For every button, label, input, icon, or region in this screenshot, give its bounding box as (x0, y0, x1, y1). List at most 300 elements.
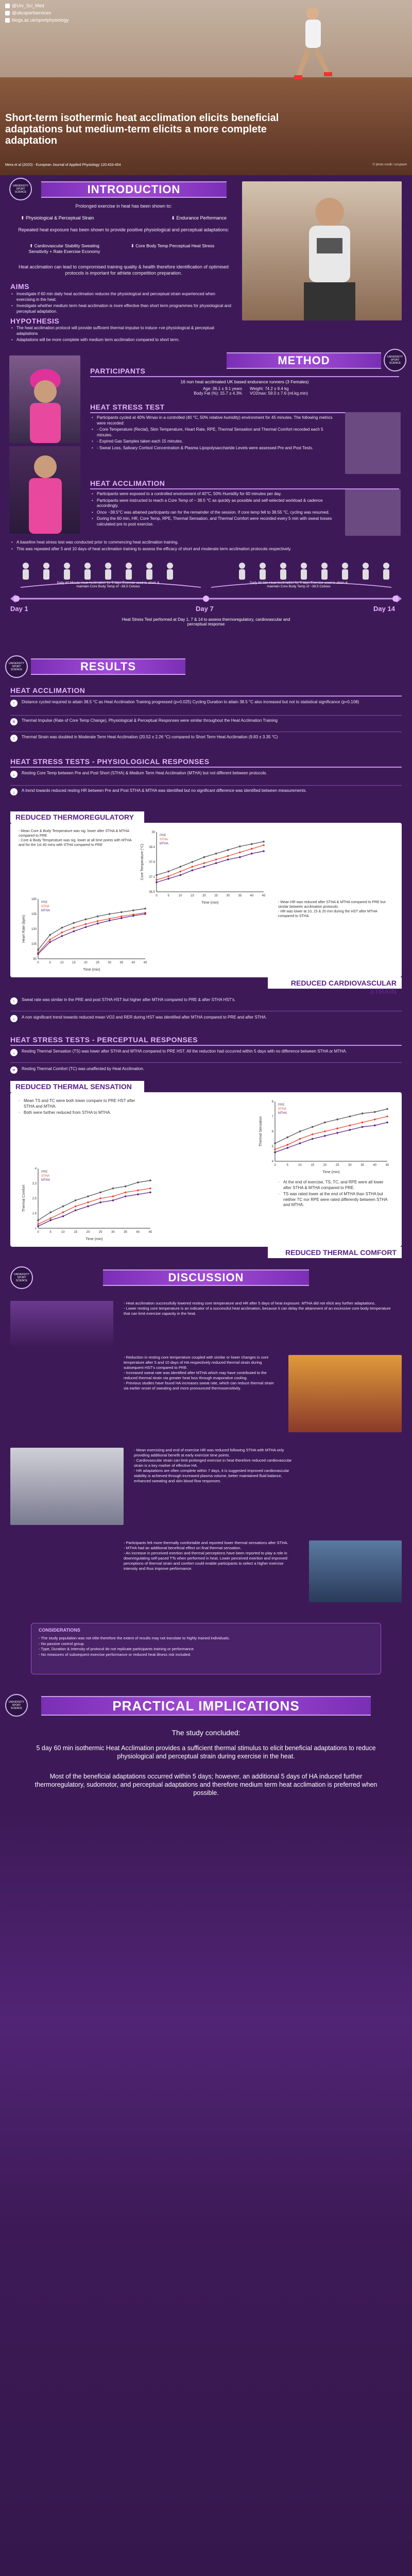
tc-notes: • At the end of exercise, TS, TC, and RPE were all lower after STHA & MTHA compared to PRE. • TS was rated lower at the end of MTHA than STHA but neither TC nor RPE were rated differently between STHA and MTHA. (278, 1180, 391, 1209)
discussion-block: - Reduction in resting core temperature coupled with similar or lower changes in core temperature after 5 and 10 days of HA respectively reduced thermal strain during subsequent HST's compared to PRE. - Increased sweat rate was identified after MTHA which may have contributed to the reduced thermal strain via greater heat loss through evaporative cooling. - Previous studies have found HA increases sweat rate, which can reduce thermal strain via earlier onset of sweating and more pronounced thermosensitivity. (124, 1355, 274, 1391)
hypothesis-title: HYPOTHESIS (10, 317, 60, 325)
data-point (251, 848, 253, 850)
intro-lead: Prolonged exercise in heat has been shown to: (75, 204, 172, 209)
data-point (251, 853, 253, 855)
res-perc-title: HEAT STRESS TESTS - PERCEPTUAL RESPONSES (10, 1036, 198, 1044)
y-tick-label: 1 (35, 1227, 37, 1230)
y-tick-label: 3.3 (32, 1182, 37, 1185)
timeline-graphic (10, 556, 402, 639)
data-point (37, 1219, 39, 1222)
data-point (109, 913, 111, 915)
data-point (125, 1195, 127, 1197)
aims-list (11, 292, 233, 315)
university-logo: UNIVERSITY SPORT SCIENCE (384, 349, 406, 371)
result-item: = Resting Thermal Comfort (TC) was unaffected by Heat Acclimation. (10, 1066, 402, 1075)
divider (10, 785, 402, 786)
data-point (37, 1225, 39, 1227)
legend-entry: PRE (41, 901, 48, 904)
data-point (286, 1147, 288, 1149)
y-tick-label: 180 (31, 898, 37, 901)
data-point (62, 1211, 64, 1213)
res-phys-title: HEAT STRESS TESTS - PHYSIOLOGICAL RESPONSES (10, 757, 210, 766)
cyclist-photo-2 (9, 446, 80, 534)
data-point (97, 923, 99, 925)
x-tick-label: 45 (148, 1231, 152, 1234)
arrow-down-icon: ↓ (10, 1015, 18, 1022)
data-point (61, 927, 63, 929)
x-tick-label: 0 (274, 1164, 276, 1167)
data-point (215, 862, 217, 865)
data-point (85, 919, 87, 921)
considerations-title: CONSIDERATIONS (39, 1628, 80, 1633)
intro-p1: Repeated heat exposure has been shown to provide positive physiological and perceptual adaptations: (18, 227, 229, 232)
data-point (97, 920, 99, 922)
hypothesis-list (11, 326, 233, 344)
x-tick-label: 40 (373, 1164, 377, 1167)
data-point (263, 850, 265, 852)
lab-photo (345, 412, 401, 474)
series-line (157, 842, 264, 875)
data-point (87, 1201, 89, 1204)
poster-title: Short-term isothermic heat acclimation elicits beneficial adaptations but medium-term elicits a more complete adaptation (5, 112, 279, 146)
x-tick-label: 20 (86, 1231, 90, 1234)
x-tick-label: 15 (72, 961, 76, 964)
data-point (286, 1137, 288, 1139)
data-point (121, 916, 123, 918)
data-point (274, 1151, 276, 1154)
data-point (251, 843, 253, 845)
data-point (37, 953, 39, 955)
data-point (227, 849, 229, 851)
y-tick-label: 155 (31, 913, 37, 916)
x-tick-label: 30 (111, 1231, 115, 1234)
data-point (149, 1179, 151, 1181)
day-label: Day 7 (196, 605, 214, 613)
cyclist-icon (9, 446, 80, 534)
data-point (386, 1122, 388, 1124)
data-point (62, 1215, 64, 1217)
data-point (192, 861, 194, 863)
y-tick-label: 38.4 (149, 846, 155, 849)
x-tick-label: 5 (49, 961, 51, 964)
data-point (156, 882, 158, 884)
legend-entry: MTHA (160, 842, 168, 845)
x-tick-label: 25 (214, 894, 218, 897)
x-axis-label: Time (min) (85, 1238, 103, 1241)
disc-photo-3 (10, 1448, 124, 1525)
divider (10, 1045, 402, 1046)
authors: Mera et al (2020) - European Journal of Applied Physiology 120:433-454 (5, 163, 121, 167)
cardio-title: REDUCED CARDIOVASCULAR STRAIN (268, 977, 402, 989)
cyclist-photo (9, 355, 80, 443)
data-point (386, 1108, 388, 1110)
data-point (263, 844, 265, 846)
y-tick-label: 6 (271, 1130, 273, 1133)
data-point (179, 866, 181, 868)
data-point (75, 1209, 77, 1211)
x-tick-label: 0 (37, 1231, 39, 1234)
data-point (203, 866, 205, 868)
timeline-note: Heat Stress Test performed at Day 1, 7 & 14 to assess thermoregulatory, cardiovascular and perceptual response (122, 617, 290, 626)
data-point (85, 926, 87, 928)
data-point (73, 927, 75, 929)
x-tick-label: 45 (385, 1164, 389, 1167)
data-point (73, 930, 75, 933)
runner-image (281, 3, 342, 101)
arrow-up-icon: ⬆ (29, 243, 35, 248)
core-temp-chart (139, 828, 268, 905)
series-line (275, 1116, 387, 1149)
data-point (37, 1223, 39, 1225)
x-tick-label: 35 (119, 961, 124, 964)
data-point (349, 1129, 351, 1131)
data-point (61, 935, 63, 937)
runner-photo-icon (242, 181, 402, 320)
data-point (49, 939, 51, 941)
data-point (299, 1130, 301, 1132)
x-tick-label: 30 (348, 1164, 352, 1167)
data-point (374, 1125, 376, 1127)
arrow-up-icon: ↑ (10, 735, 18, 742)
y-tick-label: 1.8 (32, 1212, 37, 1215)
ts-title: REDUCED THERMAL SENSATION (10, 1081, 144, 1092)
x-tick-label: 0 (37, 961, 39, 964)
data-point (121, 911, 123, 913)
globe-icon (5, 18, 10, 23)
photo-credit: © photo credit / unsplash (372, 163, 407, 166)
x-tick-label: 25 (98, 1231, 102, 1234)
university-logo: UNIVERSITY SPORT SCIENCE (5, 655, 28, 678)
effect-right: ⬇ Endurance Performance (171, 215, 227, 221)
data-point (109, 920, 111, 922)
data-point (227, 859, 229, 861)
y-tick-label: 39 (151, 831, 155, 834)
x-tick-label: 15 (190, 894, 194, 897)
arrow-down-icon: ⬇ (171, 215, 177, 221)
legend-entry: STHA (41, 905, 50, 908)
data-point (73, 922, 75, 924)
section-title-discussion: DISCUSSION (168, 1271, 244, 1284)
x-axis-label: Time (min) (83, 968, 100, 972)
aim-item: • Investigate if 60 min daily heat acclimation reduces the physiological and perceptual strain experienced when exercising in the heat. (11, 292, 233, 302)
disc-photo-2 (288, 1355, 402, 1432)
series-line (157, 845, 264, 880)
data-point (49, 1211, 52, 1213)
disc-photo-4 (309, 1540, 402, 1602)
result-item: ↑ Distance cycled required to attain 38.5 °C as Heat Acclimation Training progressed (p=0.025) Cycling Duration to attain 38.5 °C also increased but not to statistical significance (p=0.108) (10, 700, 402, 713)
stats-right: Weight: 74.2 ± 9.4 kg VO2max: 59.0 ± 7.6 (ml.kg.min) (250, 386, 308, 396)
series-line (38, 914, 145, 954)
legend-entry: PRE (41, 1171, 48, 1174)
section-title-results: RESULTS (80, 660, 136, 673)
thermal-comfort-chart (21, 1164, 154, 1242)
data-point (312, 1133, 314, 1136)
series-line (38, 1192, 150, 1226)
data-point (349, 1125, 351, 1127)
data-point (112, 1188, 114, 1190)
timeline-box-1: Daily 60 Minute Heat Acclimation for 5 days Exercise used to attain & maintain Core Body Temp of ~38.5 Celsius (57, 581, 160, 588)
adapt-left: ⬆ Cardiovascular Stability Sweating Sensitivity + Rate Exercise Economy (28, 243, 100, 254)
data-point (156, 879, 158, 881)
baseline-list: • A baseline heat stress test was conducted prior to commencing heat acclimation training. • This was repeated after 5 and 10 days of heat acclimation training to assess the efficacy of short and moderate term acclimation protocols respectively. (11, 540, 403, 553)
y-tick-label: 4 (271, 1160, 273, 1163)
data-point (99, 1197, 101, 1199)
y-tick-label: 105 (31, 943, 37, 946)
banner-introduction (41, 181, 227, 198)
intro-photo (242, 181, 402, 320)
data-point (137, 1193, 139, 1195)
x-tick-label: 40 (136, 1231, 140, 1234)
x-tick-label: 25 (96, 961, 99, 964)
data-point (324, 1135, 326, 1137)
x-tick-label: 5 (286, 1164, 288, 1167)
day-label: Day 14 (373, 605, 395, 613)
thermal-sensation-chart (258, 1097, 391, 1175)
data-point (144, 913, 146, 915)
data-point (87, 1206, 89, 1208)
result-item: ↓ A non significant trend towards reduced mean VO2 and RER during HST was identified after MTHA compared to PRE and after STHA. (10, 1015, 402, 1027)
social-blog[interactable]: blogs.ac.uk/sportphysiology (5, 18, 69, 23)
data-point (386, 1115, 388, 1117)
equal-icon: = (10, 718, 18, 725)
twitter-icon (5, 4, 10, 8)
data-point (227, 855, 229, 857)
x-tick-label: 45 (262, 894, 266, 897)
data-point (85, 923, 87, 925)
data-point (362, 1126, 364, 1128)
ha-title: HEAT ACCLIMATION (90, 479, 165, 487)
legend-entry: STHA (160, 838, 168, 841)
stats-left: Age: 36.1 ± 9.1 years Body Fat (%): 15.7 ± 4.3% (194, 386, 242, 396)
x-tick-label: 10 (60, 961, 64, 964)
data-point (49, 1219, 52, 1222)
series-line (275, 1123, 387, 1153)
x-tick-label: 35 (238, 894, 242, 897)
data-point (87, 1195, 89, 1197)
data-point (49, 934, 51, 936)
x-tick-label: 40 (131, 961, 135, 964)
data-point (144, 908, 146, 910)
series-line (38, 909, 145, 950)
data-point (362, 1122, 364, 1124)
section-title-introduction: INTRODUCTION (87, 183, 181, 196)
data-point (239, 852, 241, 854)
data-point (203, 862, 205, 865)
hst-title: HEAT STRESS TEST (90, 403, 165, 411)
data-point (125, 1192, 127, 1194)
thermo-notes: - Mean Core & Body Temperature was sig. lower after STHA & MTHA compared to PRE - Core & Body Temperature was sig. lower at all time points with MTHA and for the 1st 40 mins with STHA compared to PRE (19, 829, 132, 847)
data-point (99, 1192, 101, 1194)
data-point (137, 1190, 139, 1192)
hst-list: • Participants cycled at 40% Wmax in a controlled (40 °C, 50% relative humidity) environment for 45 minutes. The following metrics were recorded: • - Core Temperature (Rectal), Skin Temperature, Heart Rate, RPE, Thermal Sensation and Thermal Comfort recorded each 5 minutes. • - Expired Gas Samples taken each 15 minutes. • - Sweat Loss, Salivary Cortisol Concentration & Plasma Lipopolysaccharide Levels were assessed Pre and Post Tests. (92, 415, 339, 452)
result-item: ↓ Resting Thermal Sensation (TS) was lower after STHA and MTHA compared to PRE HST. All the reduction had occurred within 5 days with no difference between STHA or MTHA. (10, 1049, 402, 1061)
instagram-icon (5, 11, 10, 15)
data-point (215, 853, 217, 855)
data-point (109, 918, 111, 920)
legend-entry: STHA (41, 1175, 50, 1178)
considerations-box (31, 1623, 381, 1674)
divider (10, 767, 402, 768)
x-tick-label: 10 (178, 894, 182, 897)
result-item: ↑ Sweat rate was similar in the PRE and post STHA HST but higher after MTHA compared to PRE & after STHA HST's. (10, 997, 402, 1010)
data-point (374, 1111, 376, 1113)
cyclist-icon (9, 355, 80, 443)
header (0, 0, 412, 175)
legend-entry: STHA (278, 1108, 287, 1111)
discussion-block: - Participants felt more thermally comfortable and reported lower thermal sensations after STHA. - MTHA had an additional beneficial effect on final thermal sensation. - An increase in perceived exertion and thermal perceptions have been reported to play a role in downregulating self-paced TTs when performed in heat. Lower perceived exertion and improved perceptions of thermal strain and comfort could enable participants to select a higher exercise intensity and thus improve performance. (124, 1540, 288, 1571)
data-point (149, 1188, 151, 1190)
data-point (97, 916, 99, 918)
legend-entry: MTHA (41, 909, 50, 912)
data-point (336, 1118, 338, 1121)
y-tick-label: 130 (31, 928, 37, 931)
x-tick-label: 15 (311, 1164, 315, 1167)
day-label: Day 1 (10, 605, 28, 613)
result-item: ↓ A trend towards reduced resting HR between Pre and Post STHA & MTHA was identified but no significant difference was identified between measurements. (10, 788, 402, 801)
legend-entry: MTHA (278, 1112, 287, 1115)
chart-panel-thermo (10, 823, 402, 977)
data-point (99, 1201, 101, 1204)
result-item: ↓ Resting Core Temp between Pre and Post Short (STHA) & Medium Term Heat Acclimation (MTHA) but not different between protocols. (10, 771, 402, 783)
legend-entry: PRE (160, 834, 166, 837)
section-title-practical: PRACTICAL IMPLICATIONS (112, 1698, 300, 1714)
data-point (274, 1148, 276, 1150)
x-axis-label: Time (min) (201, 901, 219, 905)
x-tick-label: 20 (323, 1164, 327, 1167)
x-axis-label: Time (min) (322, 1171, 340, 1174)
data-point (75, 1199, 77, 1201)
data-point (192, 869, 194, 871)
data-point (286, 1144, 288, 1146)
y-tick-label: 8 (271, 1100, 273, 1104)
ha-list: • Participants were exposed to a controlled environment of 40°C, 50% Humidity for 60 minutes per day. • Participants were instructed to reach a Core Temp of ~ 38.5 °C as quickly as possible and self-selected workload & cadence accordingly. • Once ~38.5°C was attained participants ran for the remainder of the session. If core temp fell to 38.55 °C, cycling was resumed. • During the 60 min, HR, Core Temp, RPE, Thermal Sensation, and Thermal Comfort were recorded every 5 min with sweat losses calculated pre to post exercise. (92, 492, 339, 528)
heart-rate-chart (21, 895, 149, 972)
practical-p1: 5 day 60 min isothermic Heat Acclimation provides a sufficient thermal stimulus to elicit beneficial adaptations to reduce physiological and perceptual strain during exercise in the heat. (36, 1744, 376, 1760)
aim-item: • Investigate whether medium term heat acclimation is more effective than short term programmes for physiological and perceptual adaptation. (11, 303, 233, 314)
data-point (61, 931, 63, 934)
ts-notes: • Mean TS and TC were both lower compare to PRE HST after STHA and MTHA. • Both were further reduced from STHA to MTHA. (19, 1098, 137, 1117)
chart-panel-perceptual (10, 1092, 402, 1247)
section-title-method: METHOD (278, 354, 330, 367)
x-tick-label: 25 (335, 1164, 339, 1167)
adapt-right: ⬇ Core Body Temp Perceptual Heat Stress (130, 243, 215, 248)
data-point (336, 1127, 338, 1129)
x-tick-label: 15 (74, 1231, 78, 1234)
data-point (362, 1112, 364, 1114)
result-item: ↑ Thermal Strain was doubled in Moderate Term Heat Acclimation (20.52 ± 2.26 °C) compared to Short Term Heat Acclimation (9.83 ± 3.35 °C) (10, 735, 402, 747)
equal-icon: = (10, 1066, 18, 1074)
effect-left: ⬆ Physiological & Perceptual Strain (21, 215, 94, 221)
data-point (179, 871, 181, 873)
social-instagram[interactable]: @ukcsportservices (5, 10, 51, 15)
intro-effects (21, 215, 227, 221)
data-point (215, 859, 217, 861)
data-point (274, 1142, 276, 1144)
participants-title: PARTICIPANTS (90, 367, 146, 375)
data-point (349, 1115, 351, 1117)
data-point (312, 1138, 314, 1140)
intro-p2: Heat acclimation can lead to compromised training quality & health therefore identification of optimised protocols is important for athlete competition preparation. (19, 264, 229, 276)
y-axis-label: Thermal Comfort (22, 1184, 26, 1212)
x-tick-label: 0 (156, 894, 158, 897)
data-point (75, 1206, 77, 1208)
x-tick-label: 35 (124, 1231, 127, 1234)
practical-p2: Most of the beneficial adaptations occurred within 5 days; however, an additional 5 days of HA induced further thermoregulatory, sudomotor, and perceptual adaptations and therefore medium term heat acclimation is preferred when possible. (35, 1773, 377, 1797)
data-point (37, 949, 39, 951)
disc-photo-1 (10, 1301, 113, 1347)
x-tick-label: 20 (84, 961, 88, 964)
data-point (263, 841, 265, 843)
banner-practical (41, 1696, 371, 1716)
y-tick-label: 37.1 (149, 876, 155, 879)
y-tick-label: 2.5 (32, 1197, 37, 1200)
data-point (156, 874, 158, 876)
banner-results (31, 658, 185, 675)
x-tick-label: 45 (143, 961, 147, 964)
legend-entry: MTHA (41, 1179, 50, 1182)
check-icon: ↑ (10, 700, 18, 707)
data-point (62, 1206, 64, 1208)
data-point (132, 909, 134, 911)
timeline-box-2: Daily 60 Min Heat Acclimation for 5 days Exercise used to attain & maintain Core Body Temp of ~38.5 Celsius (249, 581, 348, 588)
y-tick-label: 36.5 (149, 891, 155, 894)
data-point (112, 1199, 114, 1201)
timeline (10, 556, 402, 639)
divider (10, 1062, 402, 1063)
x-tick-label: 5 (167, 894, 169, 897)
thermo-title: REDUCED THERMOREGULATORY (10, 811, 144, 823)
data-point (239, 856, 241, 858)
data-point (167, 875, 169, 877)
arrow-down-icon: ↓ (10, 771, 18, 778)
data-point (239, 845, 241, 848)
y-tick-label: 37.8 (149, 861, 155, 864)
data-point (125, 1185, 127, 1188)
data-point (137, 1181, 139, 1183)
data-point (324, 1130, 326, 1132)
university-logo: UNIVERSITY SPORT SCIENCE (9, 178, 32, 200)
cardio-notes: - Mean HR was reduced after STHA & MTHA compared to PRE but similar between acclimation protocols. - HR was lower at 10, 15 & 20 min during the HST after MTHA compared to STHA (278, 901, 386, 918)
data-point (312, 1126, 314, 1128)
y-tick-label: 80 (33, 958, 37, 961)
tc-title: REDUCED THERMAL COMFORT (268, 1247, 402, 1258)
arrow-down-icon: ↓ (10, 1049, 18, 1056)
y-tick-label: 4 (35, 1167, 37, 1171)
discussion-block: - Mean exercising and end of exercise HR was reduced following STHA with MTHA only providing additional benefit at early exercise time points. - Cardiovascular strain can limit prolonged exercise in heat therefore reduced cardiovascular strain is a key marker of effective HA. - HR adaptations are often complete within 7 days, it is suggested improved cardiovascular stability is achieved through increased plasma volume, better maintained fluid balance, enhanced sweating and skin blood flow responses. (134, 1448, 292, 1483)
data-point (299, 1138, 301, 1140)
social-twitter[interactable]: @Uni_Sci_Med (5, 3, 44, 8)
data-point (49, 941, 51, 943)
series-line (38, 913, 145, 953)
university-logo: UNIVERSITY SPORT SCIENCE (10, 1266, 33, 1289)
data-point (121, 917, 123, 919)
legend-entry: PRE (278, 1104, 285, 1107)
university-logo: UNIVERSITY SPORT SCIENCE (5, 1694, 28, 1717)
data-point (167, 871, 169, 873)
x-tick-label: 30 (226, 894, 230, 897)
data-point (324, 1122, 326, 1124)
divider (10, 715, 402, 716)
res-ha-title: HEAT ACCLIMATION (10, 686, 85, 694)
y-tick-label: 5 (271, 1145, 273, 1148)
aims-title: AIMS (10, 282, 29, 291)
discussion-block: - Heat acclimation successfully lowered resting core temperature and HR after 5 days of heat exposure. MTHA did not elicit any further adaptations. - Lower resting core temperature is an indicator of a successful heat acclimation, because it can delay the attainment of an excessive core body temperature that can limit exercise capacity in the heat. (124, 1301, 391, 1316)
data-point (336, 1132, 338, 1134)
data-point (132, 915, 134, 917)
data-point (112, 1195, 114, 1197)
x-tick-label: 40 (250, 894, 254, 897)
x-tick-label: 5 (49, 1231, 52, 1234)
